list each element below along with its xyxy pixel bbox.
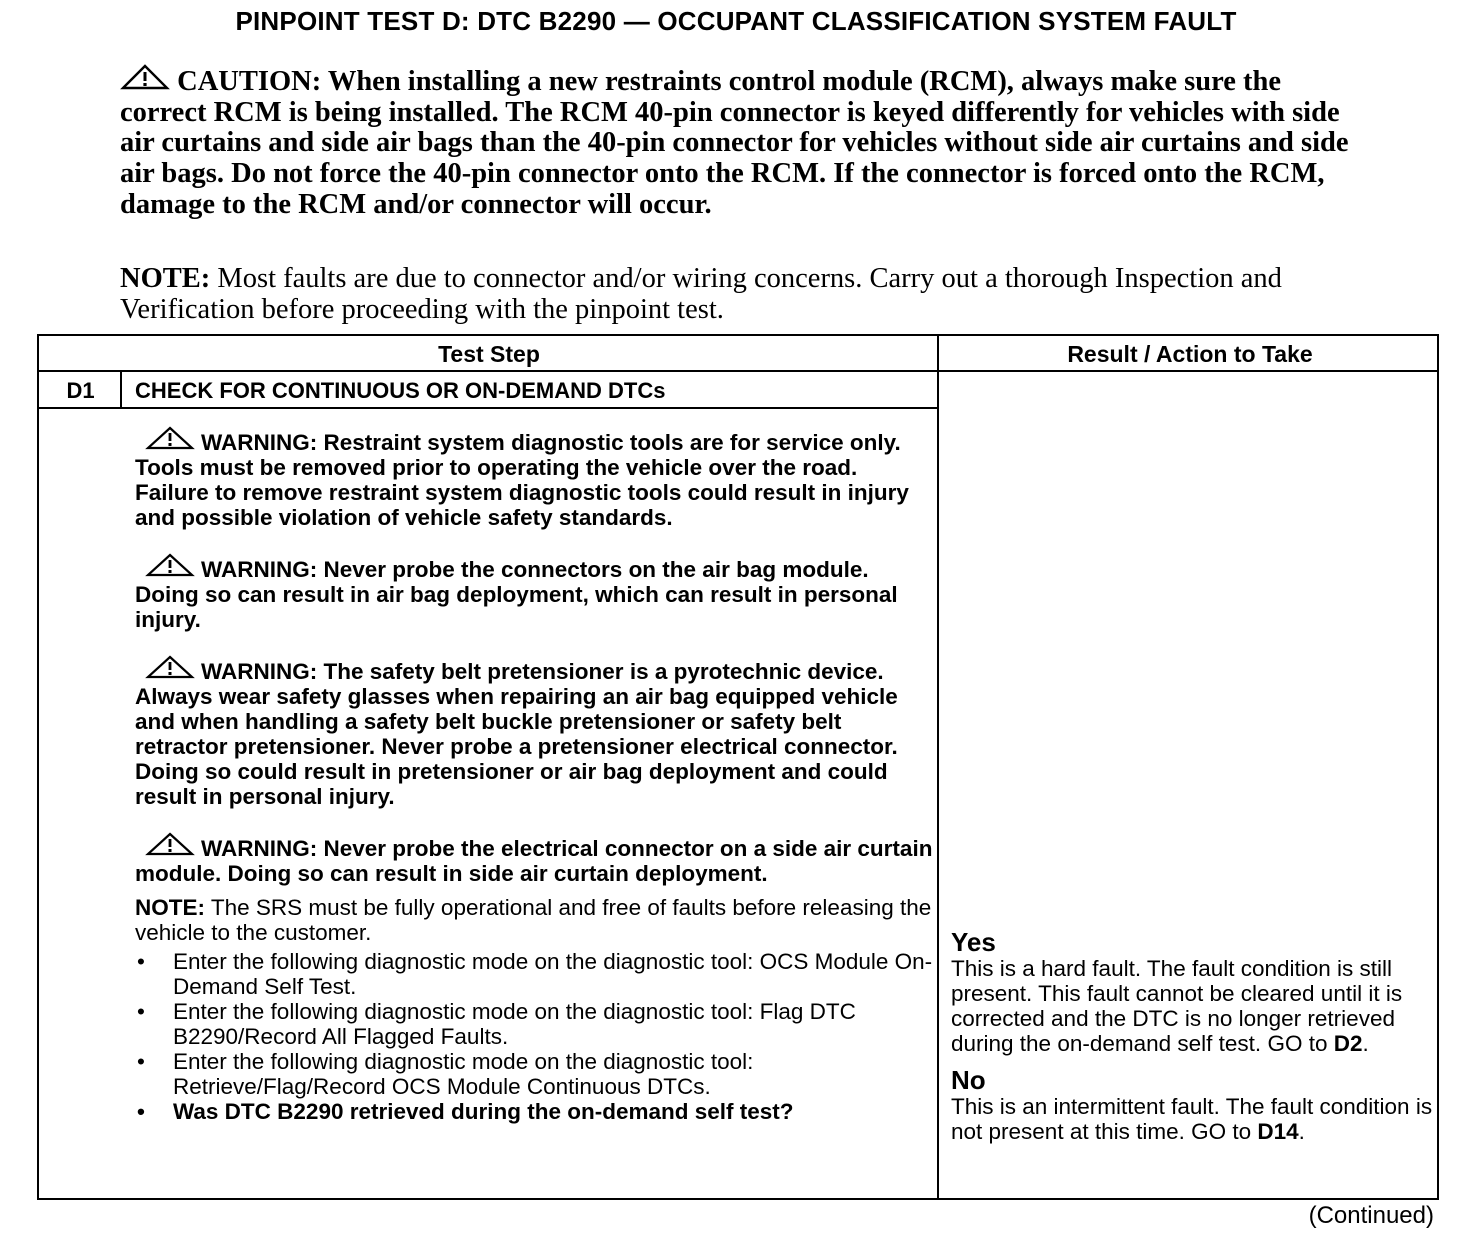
caution-label: CAUTION: [177,66,322,97]
step-title: CHECK FOR CONTINUOUS OR ON-DEMAND DTCs [135,378,666,403]
result-no-label: No [951,1065,986,1095]
warning-2 [135,553,935,632]
caution-block [120,64,1360,221]
warning-text: WARNING: Restraint system diagnostic tools are for service only. Tools must be removed prior to operating the vehicle over the road. Failure to remove restraint system diagnostic tools could result in injury and possible violation of vehicle safety standards. [135,430,909,530]
bullet-icon: • [137,1049,145,1074]
result-yes-text: This is a hard fault. The fault condition is still present. This fault cannot be cleared until it is corrected and the DTC is no longer retrieved during the on-demand self test. GO to D2. [951,956,1403,1056]
warning-triangle-icon [145,553,195,577]
goto-d2-link[interactable]: D2 [1333,1031,1363,1056]
column-divider [937,336,939,1198]
warning-triangle-icon [145,655,195,679]
step-question: • Was DTC B2290 retrieved during the on-demand self test? [137,1099,794,1124]
list-item: • Enter the following diagnostic mode on the diagnostic tool: Flag DTC B2290/Record All Flagged Faults. [137,999,856,1049]
bullet-icon: • [137,949,145,974]
page-title: PINPOINT TEST D: DTC B2290 — OCCUPANT CLASSIFICATION SYSTEM FAULT [235,6,1237,36]
warning-triangle-icon [145,426,195,450]
caution-text: When installing a new restraints control module (RCM), always make sure the correct RCM is being installed. The RCM 40-pin connector is keyed differently for vehicles with side air curtains and side air bags than the 40-pin connector for vehicles without side air curtains and side air bags. Do not force the 40-pin connector onto the RCM. If the connector is forced onto the RCM, damage to the RCM and/or connector will occur. [120,66,1349,220]
step-note [135,895,935,945]
header-test-step: Test Step [438,341,540,367]
step-note-text: The SRS must be fully operational and free of faults before releasing the vehicle to the customer. [135,895,932,945]
warning-text: WARNING: The safety belt pretensioner is a pyrotechnic device. Always wear safety glasses when repairing an air bag equipped vehicle and when handling a safety belt buckle pretensioner or safety belt retractor pretensioner. Never probe a pretensioner electrical connector. Doing so could result in pretensioner or air bag deployment and could result in personal injury. [135,659,898,809]
step-id: D1 [66,378,95,403]
result-column [951,928,1436,1144]
goto-d14-link[interactable]: D14 [1257,1119,1299,1144]
result-yes-label: Yes [951,927,996,957]
header-result: Result / Action to Take [1067,341,1313,367]
bullet-icon: • [137,999,145,1024]
step-bullets [135,949,935,1124]
warning-triangle-icon [120,64,170,90]
list-item: • Enter the following diagnostic mode on the diagnostic tool: Retrieve/Flag/Record OCS Module Continuous DTCs. [137,1049,754,1099]
warning-3 [135,655,935,809]
step-note-label: NOTE: [135,895,205,920]
warning-4 [135,832,935,886]
note-label: NOTE: [120,263,211,294]
pinpoint-test-table [37,334,1439,1200]
warning-text: WARNING: Never probe the connectors on the air bag module. Doing so can result in air bag deployment, which can result in personal injury. [135,557,898,632]
warning-text: WARNING: Never probe the electrical connector on a side air curtain module. Doing so can result in side air curtain deployment. [135,836,933,886]
warning-1 [135,426,935,530]
step-title-divider [39,407,937,409]
note-text: Most faults are due to connector and/or wiring concerns. Carry out a thorough Inspection and Verification before proceeding with the pinpoint test. [120,263,1282,325]
step-content [135,426,935,1124]
continued-label: (Continued) [1308,1202,1434,1229]
warning-triangle-icon [145,832,195,856]
result-no-text: This is an intermittent fault. The fault condition is not present at this time. GO to D14. [951,1094,1433,1144]
bullet-icon: • [137,1099,145,1124]
list-item: • Enter the following diagnostic mode on the diagnostic tool: OCS Module On-Demand Self Test. [137,949,933,999]
note-block [120,264,1360,325]
